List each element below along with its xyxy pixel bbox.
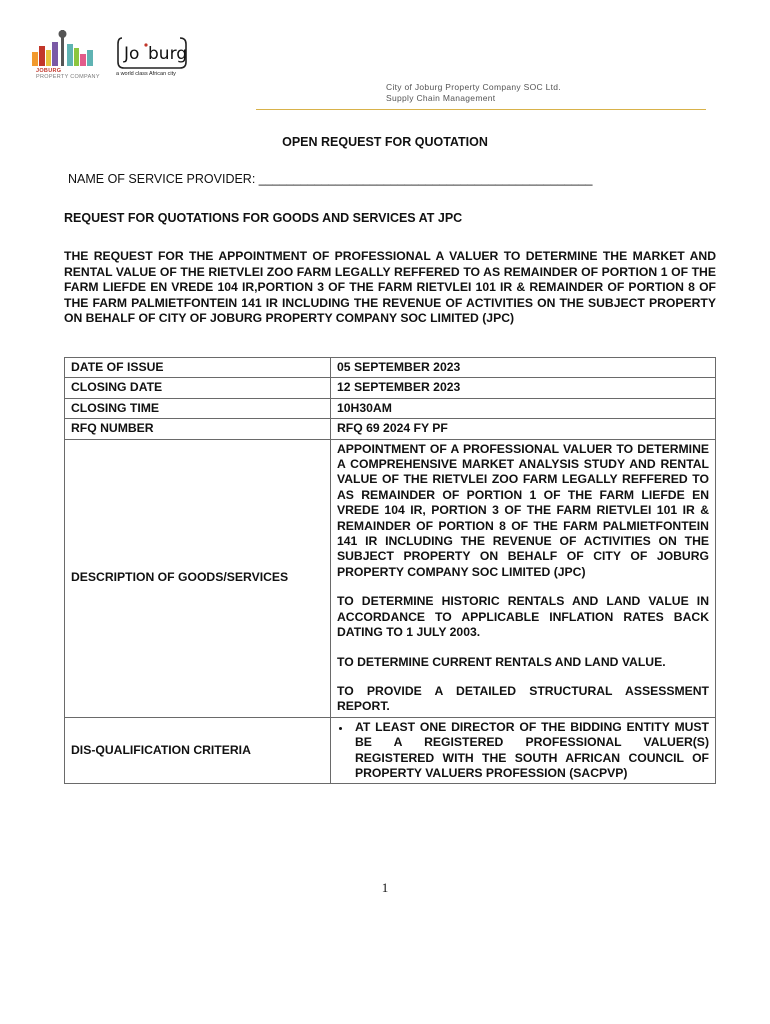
disqualification-value	[331, 717, 716, 784]
company-name: City of Joburg Property Company SOC Ltd.	[386, 82, 561, 92]
department-name: Supply Chain Management	[386, 93, 496, 103]
rfq-subject: THE REQUEST FOR THE APPOINTMENT OF PROFESSIONAL A VALUER TO DETERMINE THE MARKET AND RENTAL VALUE OF THE RIETVLEI ZOO FARM LEGALLY REFFERED TO AS REMAINDER OF PORTION 1 OF THE FARM LIEFDE EN VREDE 104 IR,PORTION 3 OF THE FARM RIETVLEI 101 IR & REMAINDER OF PORTION 8 OF THE FARM PALMIETFONTEIN 141 IR INCLUDING THE REVENUE OF ACTIVITIES ON THE SUBJECT PROPERTY ON BEHALF OF CITY OF JOBURG PROPERTY COMPANY SOC LIMITED (JPC)	[64, 249, 716, 326]
closing-time-value: 10H30AM	[331, 398, 716, 418]
table-row	[65, 717, 716, 784]
description-paragraph: TO PROVIDE A DETAILED STRUCTURAL ASSESSMENT REPORT.	[337, 683, 709, 714]
date-of-issue-value: 05 SEPTEMBER 2023	[331, 358, 716, 378]
disqualification-list	[337, 720, 709, 782]
svg-text:Jo: Jo	[124, 44, 140, 64]
jpc-logo-wordmark: JOBURG PROPERTY COMPANY	[36, 68, 100, 80]
closing-date-value: 12 SEPTEMBER 2023	[331, 378, 716, 398]
description-paragraph: TO DETERMINE HISTORIC RENTALS AND LAND VALUE IN ACCORDANCE TO APPLICABLE INFLATION RATES BACK DATING TO 1 JULY 2003.	[337, 594, 709, 640]
table-row	[65, 378, 716, 398]
date-of-issue-label: DATE OF ISSUE	[65, 358, 331, 378]
company-details	[386, 82, 561, 104]
rfq-number-label: RFQ NUMBER	[65, 419, 331, 439]
disqualification-label: DIS-QUALIFICATION CRITERIA	[65, 717, 331, 784]
joburg-tagline: a world class African city	[116, 71, 176, 77]
table-row	[65, 439, 716, 717]
rfq-details-table	[64, 357, 716, 784]
description-paragraph: APPOINTMENT OF A PROFESSIONAL VALUER TO DETERMINE A COMPREHENSIVE MARKET ANALYSIS STUDY AND RENTAL VALUE OF THE RIETVLEI ZOO FARM LEGALLY REFFERED TO AS REMAINDER OF PORTION 1 OF THE FARM LIEFDE EN VREDE 104 IR, PORTION 3 OF THE FARM RIETVLEI 101 IR & REMAINDER OF PORTION 8 OF THE FARM PALMIETFONTEIN 141 IR INCLUDING THE REVENUE OF ACTIVITIES ON THE SUBJECT PROPERTY ON BEHALF OF CITY OF JOBURG PROPERTY COMPANY SOC LIMITED (JPC)	[337, 441, 709, 579]
table-row	[65, 358, 716, 378]
table-row	[65, 398, 716, 418]
closing-time-label: CLOSING TIME	[65, 398, 331, 418]
closing-date-label: CLOSING DATE	[65, 378, 331, 398]
joburg-logo-icon	[116, 32, 188, 72]
letterhead	[28, 18, 748, 113]
description-paragraph: TO DETERMINE CURRENT RENTALS AND LAND VALUE.	[337, 654, 666, 669]
description-label: DESCRIPTION OF GOODS/SERVICES	[65, 439, 331, 717]
svg-text:burg: burg	[148, 44, 188, 64]
rfq-heading: REQUEST FOR QUOTATIONS FOR GOODS AND SERVICES AT JPC	[64, 211, 463, 225]
header-divider	[256, 109, 706, 110]
list-item: • AT LEAST ONE DIRECTOR OF THE BIDDING ENTITY MUST BE A REGISTERED PROFESSIONAL VALUER(S) REGISTERED WITH THE SOUTH AFRICAN COUNCIL OF PROPERTY VALUERS PROFESSION (SACPVP)	[351, 720, 709, 782]
rfq-number-value: RFQ 69 2024 FY PF	[331, 419, 716, 439]
document-title: OPEN REQUEST FOR QUOTATION	[282, 135, 488, 149]
jpc-skyline-logo-icon	[28, 24, 108, 94]
description-value	[331, 439, 716, 717]
table-row	[65, 419, 716, 439]
service-provider-field: NAME OF SERVICE PROVIDER: ________________________________________________	[68, 172, 593, 186]
page-number: 1	[381, 880, 389, 895]
